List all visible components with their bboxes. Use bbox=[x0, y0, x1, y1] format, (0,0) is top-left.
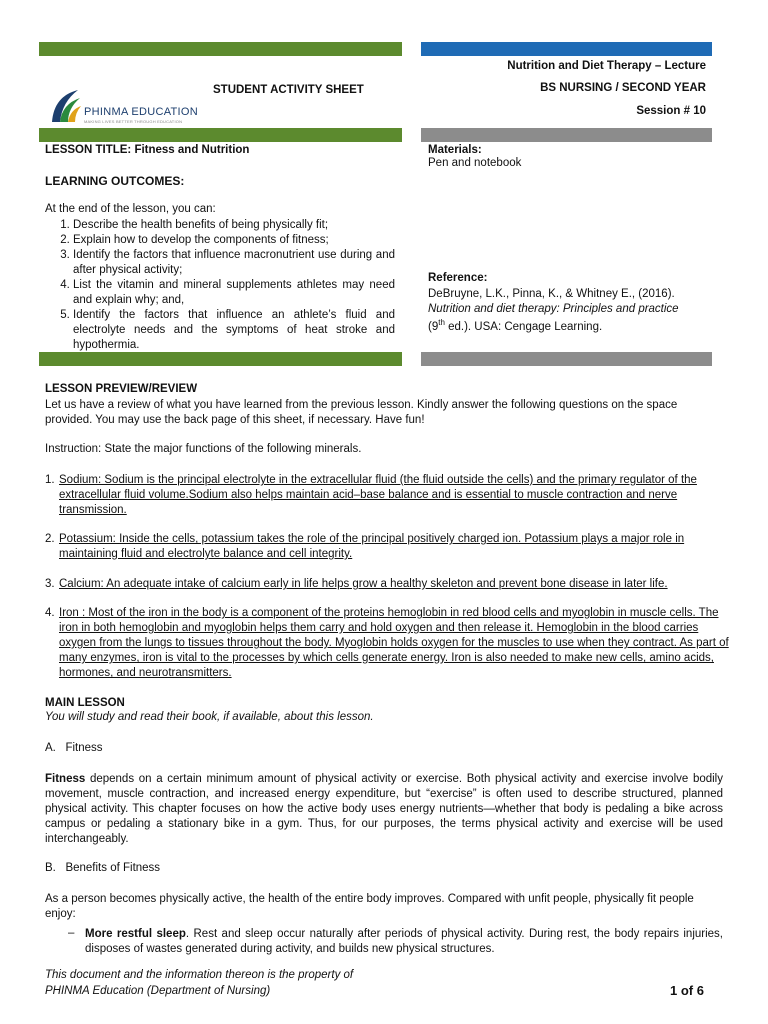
header-bar-left bbox=[39, 42, 402, 56]
main-lesson-subheading: You will study and read their book, if available, about this lesson. bbox=[45, 711, 374, 723]
footer-line2: PHINMA Education (Department of Nursing) bbox=[45, 985, 271, 997]
reference-edition bbox=[428, 318, 602, 333]
section-b-heading: B. Benefits of Fitness bbox=[45, 862, 161, 874]
preview-heading: LESSON PREVIEW/REVIEW bbox=[45, 383, 198, 395]
logo-name: PHINMA EDUCATION bbox=[84, 106, 198, 118]
outcome-item: 5. Identify the factors that influence an athlete’s fluid and electrolyte needs and the symptoms of heat stroke and hypothermia. bbox=[73, 308, 395, 353]
session: Session # 10 bbox=[636, 105, 706, 117]
reference-ed-rest: ed.). USA: Cengage Learning. bbox=[444, 320, 603, 333]
fitness-text: depends on a certain minimum amount of physical activity or exercise. Both physical activity and exercise involve bodily movement, muscle contraction, and increased energy expenditure, but “exercise” is often used to describe structured, planned physical activity. This chapter focuses on how the active body uses energy nutrients—whether that body is pedaling a bike across campus or pedaling a stationary bike in a gym. Thus, for our purposes, the terms physical activity and exercise will be used interchangeably. bbox=[45, 773, 723, 845]
benefit-term: More restful sleep bbox=[85, 928, 186, 940]
fitness-paragraph bbox=[45, 772, 723, 847]
mineral-number: 1. bbox=[45, 474, 55, 486]
header-bar-right bbox=[421, 42, 712, 56]
mineral-item bbox=[45, 577, 735, 592]
program: BS NURSING / SECOND YEAR bbox=[540, 82, 706, 94]
outcome-item: 3. Identify the factors that influence macronutrient use during and after physical activity; bbox=[73, 248, 395, 278]
sheet-title: STUDENT ACTIVITY SHEET bbox=[213, 84, 364, 96]
mineral-answer: Iron : Most of the iron in the body is a component of the proteins hemoglobin in red blood cells and myoglobin in muscle cells. The iron in both hemoglobin and myoglobin helps them carry and hold oxygen and then release it. Hemoglobin in the blood carries oxygen from the lungs to tissues throughout the body. Myoglobin holds oxygen for the muscles to use when they contract. As part of many enzymes, iron is vital to the processes by which cells generate energy. Iron is also needed to make new cells, amino acids, hormones, and neurotransmitters. bbox=[59, 607, 729, 679]
outcomes-heading: LEARNING OUTCOMES: bbox=[45, 174, 185, 188]
materials-heading: Materials: bbox=[428, 144, 482, 156]
preview-instruction: Instruction: State the major functions of the following minerals. bbox=[45, 443, 362, 455]
reference-ed-sup: th bbox=[438, 318, 445, 327]
reference-book-title: Nutrition and diet therapy: Principles and practice bbox=[428, 303, 679, 315]
benefit-text: . Rest and sleep occur naturally after periods of physical activity. During rest, the body repairs injuries, disposes of wastes generated during activity, and builds new physical structures. bbox=[85, 928, 724, 955]
phinma-logo-icon bbox=[48, 86, 82, 126]
mineral-number: 3. bbox=[45, 578, 55, 590]
footer-line1: This document and the information thereon is the property of bbox=[45, 969, 354, 981]
outcome-item: 4. List the vitamin and mineral supplements athletes may need and explain why; and, bbox=[73, 278, 395, 308]
materials-value: Pen and notebook bbox=[428, 157, 522, 169]
mineral-answer: Potassium: Inside the cells, potassium takes the role of the principal positively charged ion. Potassium plays a major role in maintaining fluid and electrolyte balance and cell integrity. bbox=[59, 533, 685, 560]
preview-intro: Let us have a review of what you have learned from the previous lesson. Kindly answer the following questions on the space provided. You may use the back page of this sheet, if necessary. Have fun! bbox=[45, 399, 678, 426]
page-number: 1 of 6 bbox=[670, 983, 704, 998]
lesson-title: LESSON TITLE: Fitness and Nutrition bbox=[45, 144, 250, 156]
mineral-number: 2. bbox=[45, 533, 55, 545]
reference-ed-open: (9 bbox=[428, 320, 439, 333]
section-bar-right bbox=[421, 128, 712, 142]
mineral-answer: Calcium: An adequate intake of calcium early in life helps grow a healthy skeleton and prevent bone disease in later life. bbox=[59, 578, 668, 590]
mineral-answer: Sodium: Sodium is the principal electrolyte in the extracellular fluid (the fluid outside the cells) and the primary regulator of the extracellular fluid volume.Sodium also helps maintain acid–base balance and is essential to muscle contraction and nerve transmission. bbox=[59, 474, 697, 516]
outcome-item: 2. Explain how to develop the components of fitness; bbox=[73, 233, 395, 248]
outcomes-list bbox=[45, 218, 395, 353]
phinma-logo bbox=[48, 86, 218, 130]
main-lesson-heading: MAIN LESSON bbox=[45, 697, 125, 709]
section-bar-left bbox=[39, 128, 402, 142]
outcome-item: 1. Describe the health benefits of being physically fit; bbox=[73, 218, 395, 233]
mineral-item bbox=[45, 473, 735, 518]
mineral-item bbox=[45, 532, 735, 562]
section-a-heading: A. Fitness bbox=[45, 742, 103, 754]
reference-line1: DeBruyne, L.K., Pinna, K., & Whitney E., (2016). bbox=[428, 288, 675, 300]
section-bar-right-bottom bbox=[421, 352, 712, 366]
outcomes-intro: At the end of the lesson, you can: bbox=[45, 203, 216, 215]
benefit-bullet bbox=[85, 927, 723, 957]
section-bar-left-bottom bbox=[39, 352, 402, 366]
benefits-intro: As a person becomes physically active, the health of the entire body improves. Compared with unfit people, physically fit people enjoy: bbox=[45, 893, 694, 920]
mineral-item bbox=[45, 606, 735, 681]
logo-tagline: MAKING LIVES BETTER THROUGH EDUCATION bbox=[84, 119, 183, 124]
mineral-number: 4. bbox=[45, 607, 55, 619]
course-title: Nutrition and Diet Therapy – Lecture bbox=[507, 60, 706, 72]
fitness-term: Fitness bbox=[45, 773, 86, 785]
reference-heading: Reference: bbox=[428, 272, 488, 284]
bullet-dash: – bbox=[68, 927, 75, 939]
